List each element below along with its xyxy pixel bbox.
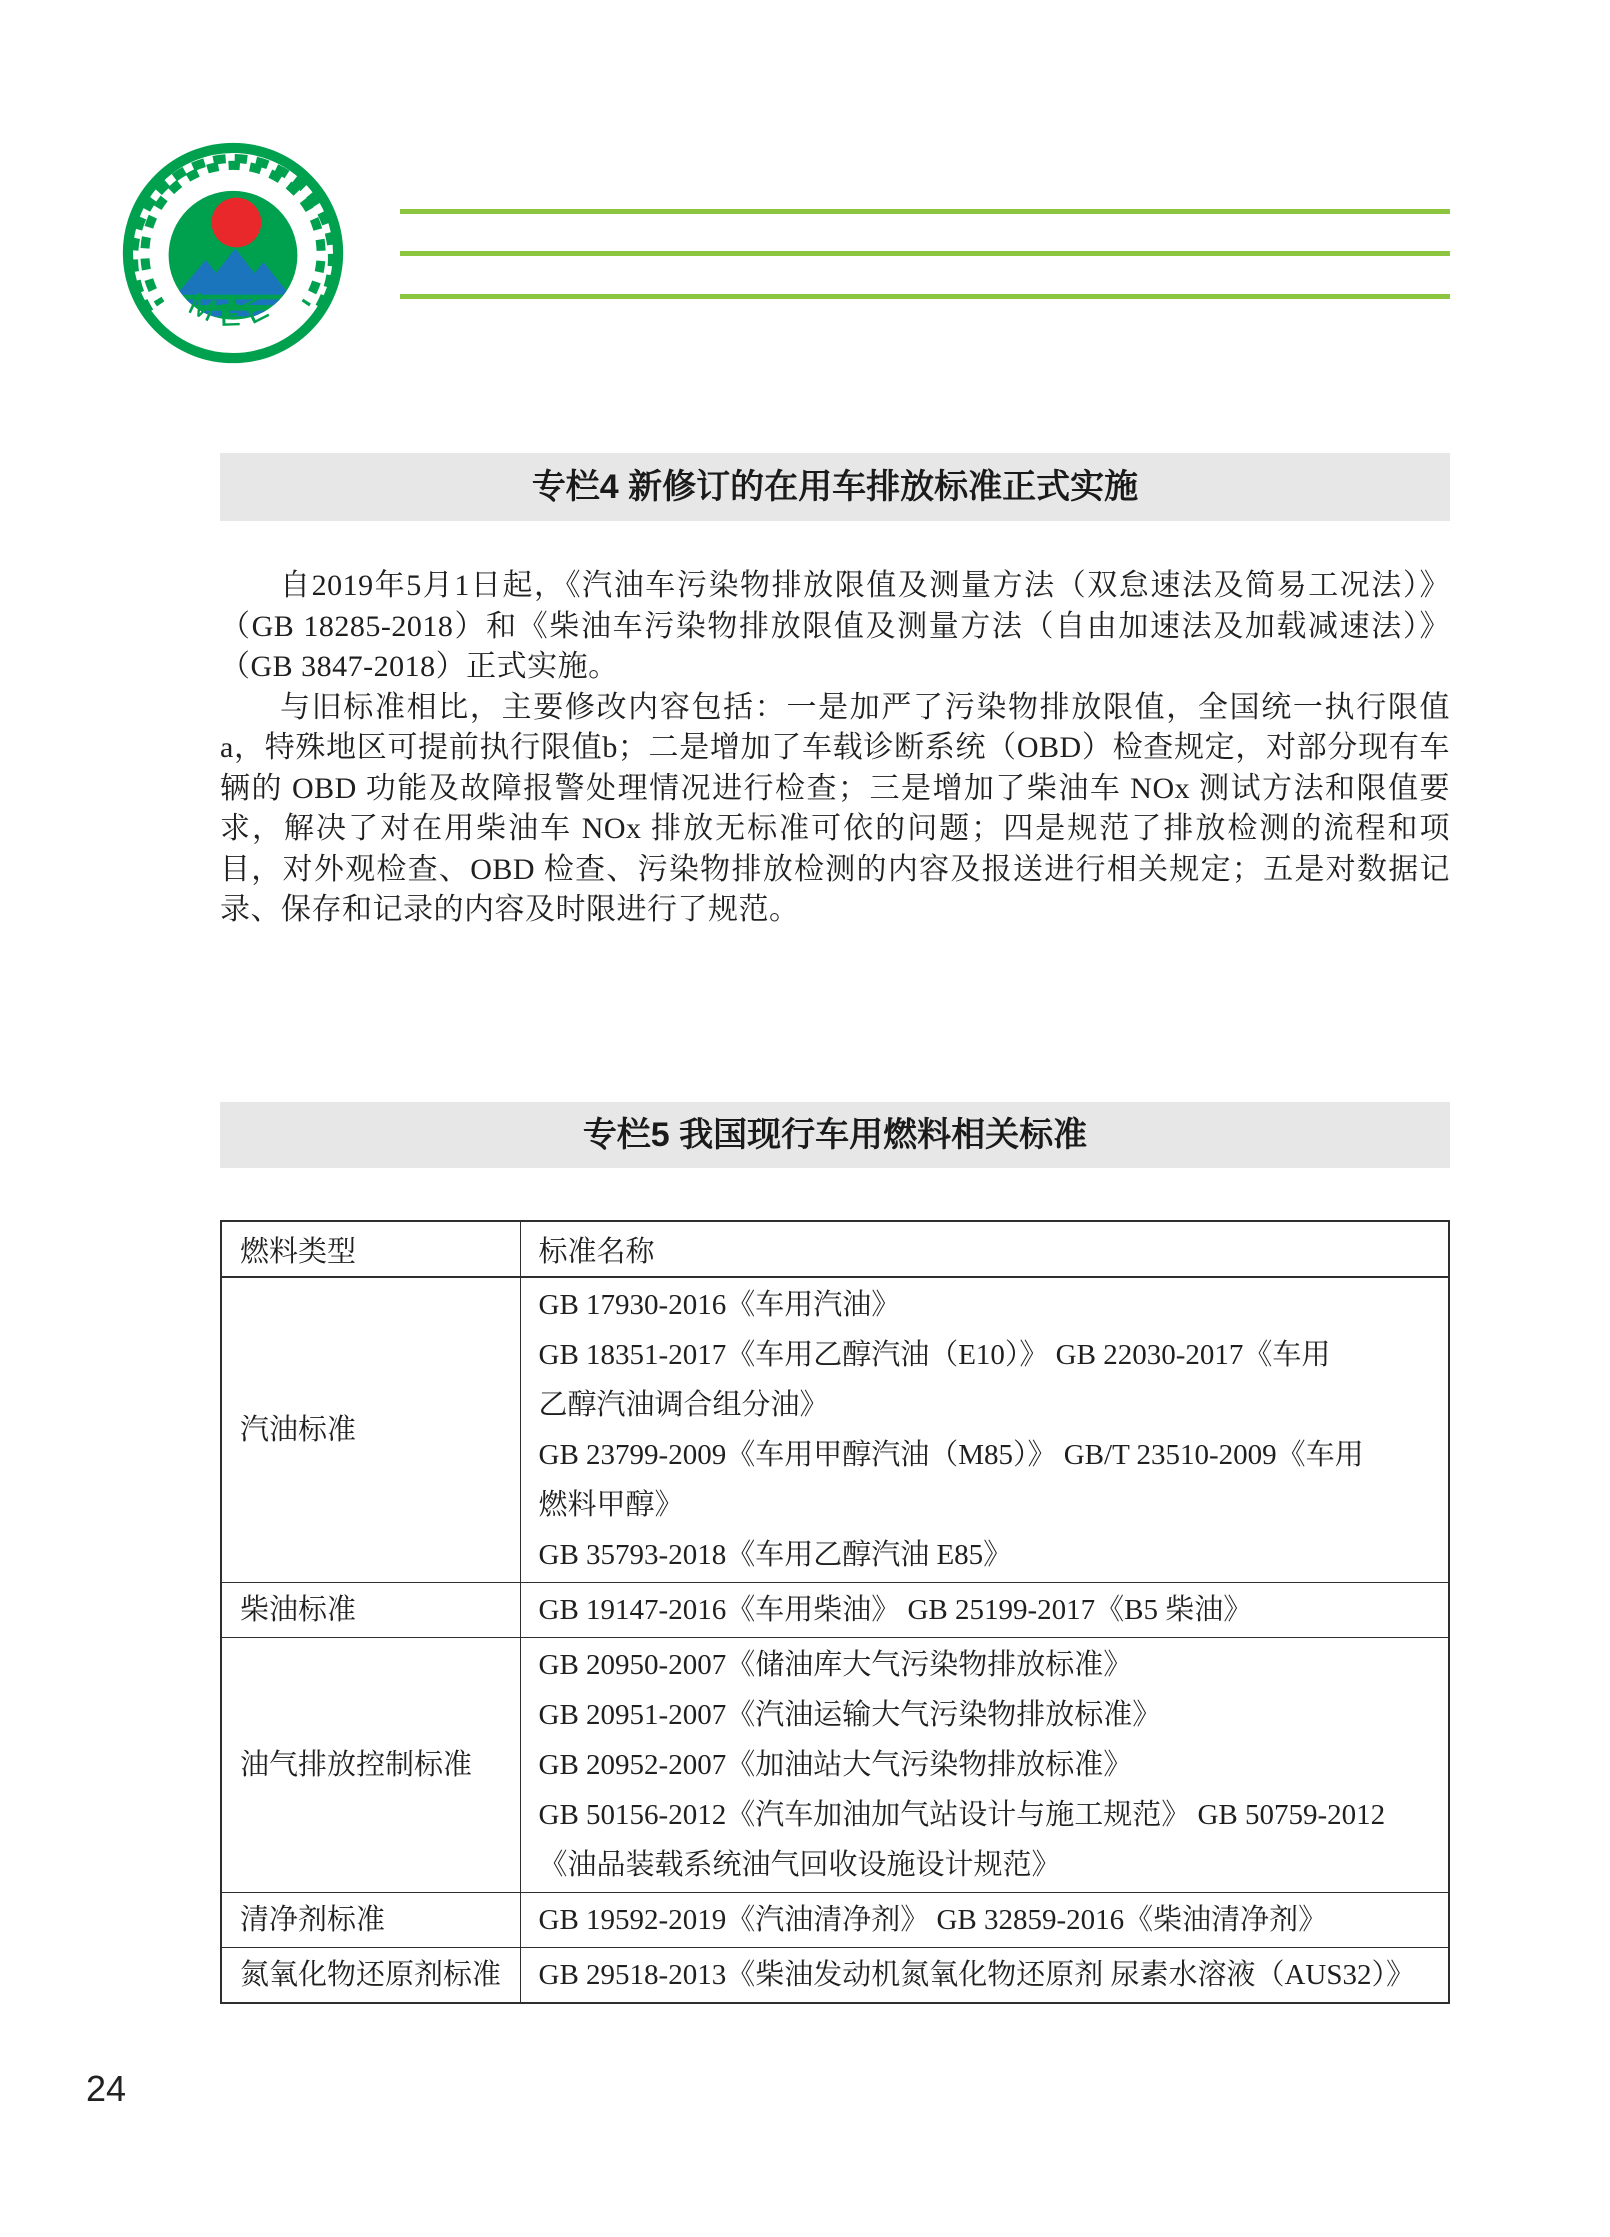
mee-logo bbox=[120, 140, 346, 366]
table-row bbox=[221, 1948, 1449, 2004]
standard-line: GB 20950-2007《储油库大气污染物排放标准》 bbox=[538, 1649, 1133, 1681]
header-rule-1 bbox=[400, 209, 1450, 214]
standard-line: GB 23799-2009《车用甲醇汽油（M85）》 GB/T 23510-2009《车用 bbox=[538, 1439, 1364, 1471]
table-row bbox=[221, 1893, 1449, 1948]
standard-line: GB 29518-2013《柴油发动机氮氧化物还原剂 尿素水溶液（AUS32）》 bbox=[538, 1959, 1415, 1991]
col-header-fuel-type: 燃料类型 bbox=[221, 1221, 520, 1277]
standard-names-cell bbox=[520, 1893, 1449, 1948]
standard-line: GB 50156-2012《汽车加油加气站设计与施工规范》 GB 50759-2012 bbox=[538, 1799, 1386, 1831]
standard-line: 乙醇汽油调合组分油》 bbox=[538, 1389, 829, 1421]
col-header-standard-name: 标准名称 bbox=[520, 1221, 1449, 1277]
table-row bbox=[221, 1583, 1449, 1638]
paragraph-2: 与旧标准相比，主要修改内容包括：一是加严了污染物排放限值，全国统一执行限值 a，特殊地区可提前执行限值b；二是增加了车载诊断系统（OBD）检查规定，对部分现有车辆的 OBD 功能及故障报警处理情况进行检查；三是增加了柴油车 NOx 测试方法和限值要求，解决了对在用柴油车 NOx 排放无标准可依的问题；四是规范了排放检测的流程和项目，对外观检查、OBD 检查、污染物排放检测的内容及报送进行相关规定；五是对数据记录、保存和记录的内容及时限进行了规范。 bbox=[220, 690, 1450, 926]
standard-line: GB 18351-2017《车用乙醇汽油（E10）》 GB 22030-2017《车用 bbox=[538, 1339, 1331, 1371]
paragraph-1: 自2019年5月1日起，《汽油车污染物排放限值及测量方法（双怠速法及简易工况法）》（GB 18285-2018）和《柴油车污染物排放限值及测量方法（自由加速法及加载减速法）》（GB 3847-2018）正式实施。 bbox=[220, 569, 1450, 683]
page-number: 24 bbox=[86, 2068, 127, 2109]
standard-line: GB 35793-2018《车用乙醇汽油 E85》 bbox=[538, 1539, 1013, 1571]
fuel-table-body bbox=[221, 1277, 1449, 2003]
header-rule-3 bbox=[400, 294, 1450, 299]
column5-title: 专栏5 我国现行车用燃料相关标准 bbox=[582, 1116, 1088, 1154]
standard-names-cell bbox=[520, 1277, 1449, 1583]
standard-line: 《油品装载系统油气回收设施设计规范》 bbox=[538, 1849, 1061, 1881]
fuel-type-cell: 柴油标准 bbox=[221, 1583, 520, 1638]
column5-title-bar bbox=[220, 1102, 1450, 1168]
fuel-type-cell: 清净剂标准 bbox=[221, 1893, 520, 1948]
mee-letters: MEE bbox=[183, 284, 283, 333]
column4-body bbox=[220, 566, 1450, 931]
sun-icon bbox=[212, 198, 262, 248]
fuel-type-cell: 汽油标准 bbox=[221, 1277, 520, 1583]
standard-names-cell bbox=[520, 1583, 1449, 1638]
fuel-type-cell: 氮氧化物还原剂标准 bbox=[221, 1948, 520, 2004]
standard-line: GB 17930-2016《车用汽油》 bbox=[538, 1289, 901, 1321]
standard-line: GB 20952-2007《加油站大气污染物排放标准》 bbox=[538, 1749, 1133, 1781]
standard-names-cell bbox=[520, 1948, 1449, 2004]
column4-title: 专栏4 新修订的在用车排放标准正式实施 bbox=[531, 468, 1139, 506]
column4-title-bar bbox=[220, 453, 1450, 521]
standard-line: GB 19592-2019《汽油清净剂》 GB 32859-2016《柴油清净剂》 bbox=[538, 1904, 1328, 1936]
standard-line: GB 19147-2016《车用柴油》 GB 25199-2017《B5 柴油》 bbox=[538, 1594, 1253, 1626]
table-header-row bbox=[221, 1221, 1449, 1277]
table-row bbox=[221, 1638, 1449, 1893]
mee-logo-graphic bbox=[120, 140, 346, 366]
fuel-standards-table bbox=[220, 1220, 1450, 2004]
standard-line: 燃料甲醇》 bbox=[538, 1489, 684, 1521]
fuel-type-cell: 油气排放控制标准 bbox=[221, 1638, 520, 1893]
standard-names-cell bbox=[520, 1638, 1449, 1893]
table-row bbox=[221, 1277, 1449, 1583]
standard-line: GB 20951-2007《汽油运输大气污染物排放标准》 bbox=[538, 1699, 1162, 1731]
header-rule-2 bbox=[400, 251, 1450, 256]
